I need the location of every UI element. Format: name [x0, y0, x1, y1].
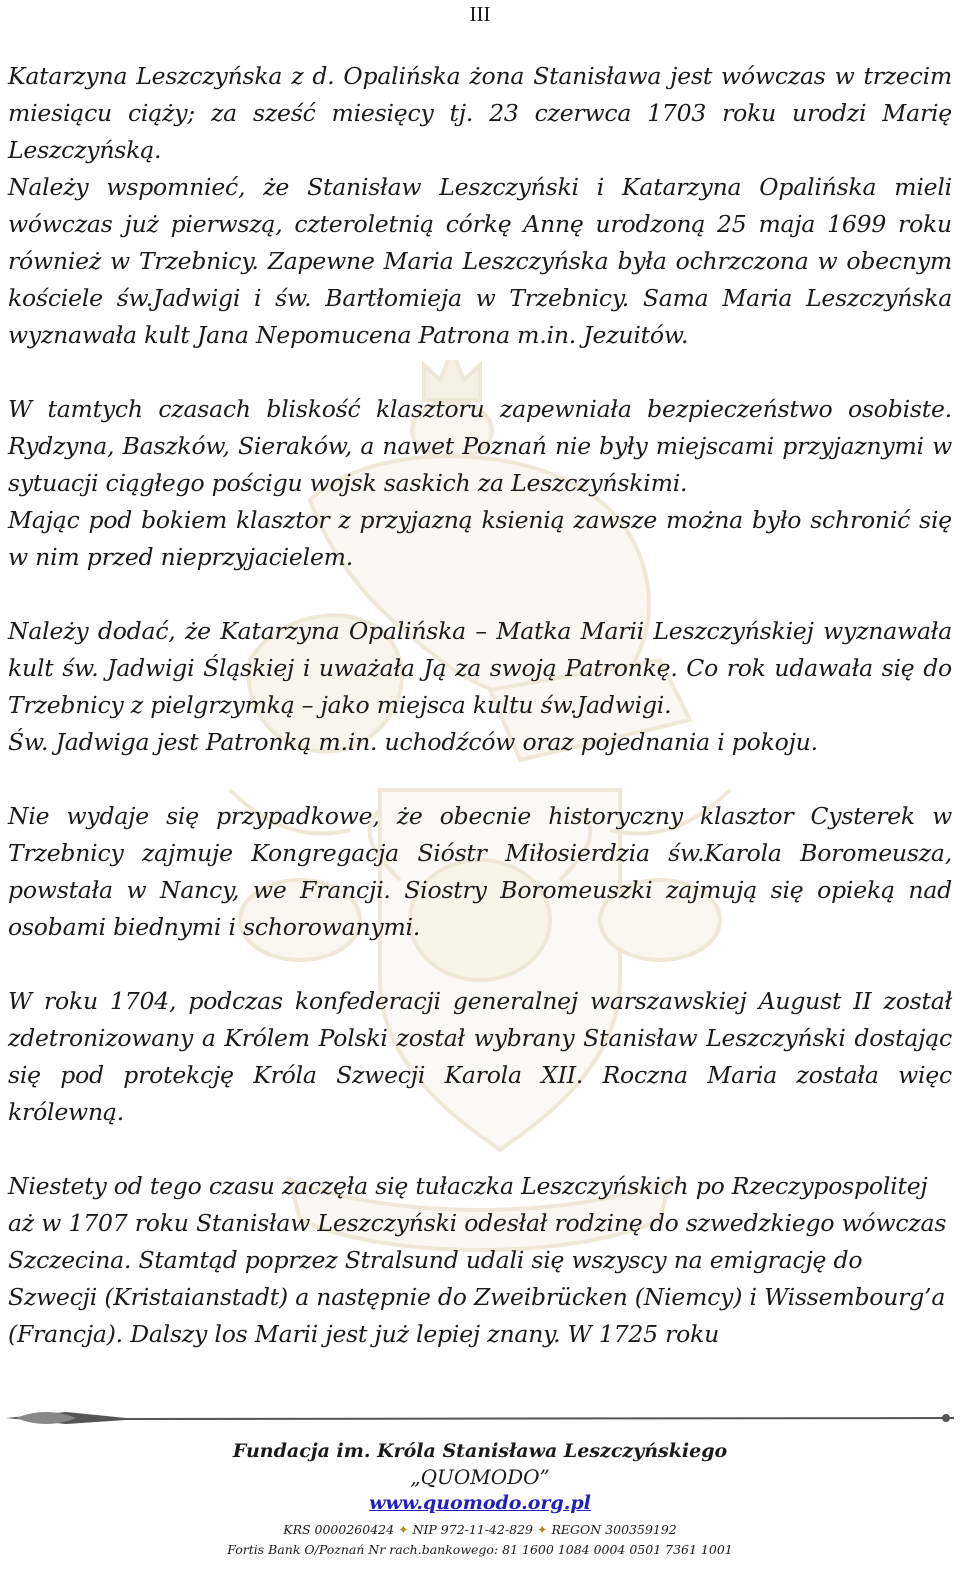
krs-number: KRS 0000260424: [283, 1522, 395, 1537]
decorative-divider: [6, 1408, 954, 1428]
registration-info: [0, 1520, 960, 1540]
paragraph: Katarzyna Leszczyńska z d. Opalińska żona Stanisława jest wówczas w trzecim miesiącu ciąży; za sześć miesięcy tj. 23 czerwca 1703 roku urodzi Marię Leszczyńską.: [8, 62, 952, 164]
foundation-name: „QUOMODO”: [410, 1465, 550, 1489]
nip-number: NIP 972-11-42-829: [412, 1522, 534, 1537]
paragraph: Nie wydaje się przypadkowe, że obecnie historyczny klasztor Cysterek w Trzebnicy zajmuje Kongregacja Sióstr Miłosierdzia św.Karola Boromeusza, powstała w Nancy, we Francji. Siostry Boromeuszki zajmują się opieką nad osobami biednymi i schorowanymi.: [8, 802, 952, 941]
paragraph: Niestety od tego czasu zaczęła się tułaczka Leszczyńskich po Rzeczypospolitej aż w 1707 roku Stanisław Leszczyński odesłał rodzinę do szwedzkiego wówczas Szczecina. Stamtąd poprzez Stralsund udali się wszyscy na emigrację do Szwecji (Kristaianstadt) a następnie do Zweibrücken (Niemcy) i Wissembourg’a (Francja). Dalszy los Marii jest już lepiej znany. W 1725 roku: [8, 1172, 947, 1348]
paragraph: W tamtych czasach bliskość klasztoru zapewniała bezpieczeństwo osobiste. Rydzyna, Baszków, Sieraków, a nawet Poznań nie były miejscami przyjaznymi w sytuacji ciągłego pościgu wojsk saskich za Leszczyńskimi.: [8, 395, 952, 497]
paragraph: W roku 1704, podczas konfederacji generalnej warszawskiej August II został zdetronizowany a Królem Polski został wybrany Stanisław Leszczyński dostając się pod protekcję Króla Szwecji Karola XII. Roczna Maria została więc królewną.: [8, 987, 952, 1126]
website-link[interactable]: www.quomodo.org.pl: [369, 1492, 591, 1514]
paragraph: Należy wspomnieć, że Stanisław Leszczyński i Katarzyna Opalińska mieli wówczas już pierwszą, czteroletnią córkę Annę urodzoną 25 maja 1699 roku również w Trzebnicy. Zapewne Maria Leszczyńska była ochrzczona w obecnym kościele św.Jadwigi i św. Bartłomieja w Trzebnicy. Sama Maria Leszczyńska wyznawała kult Jana Nepomucena Patrona m.in. Jezuitów.: [8, 173, 952, 349]
star-icon: ✦: [398, 1522, 409, 1537]
regon-number: REGON 300359192: [551, 1522, 677, 1537]
paragraph: Należy dodać, że Katarzyna Opalińska – Matka Marii Leszczyńskiej wyznawała kult św. Jadwigi Śląskiej i uważała Ją za swoją Patronkę. Co rok udawała się do Trzebnicy z pielgrzymką – jako miejsca kultu św.Jadwigi.: [8, 617, 952, 719]
paragraph: Mając pod bokiem klasztor z przyjazną ksienią zawsze można było schronić się w nim przed nieprzyjacielem.: [8, 506, 952, 571]
star-icon: ✦: [537, 1522, 548, 1537]
footer: [0, 1438, 960, 1560]
document-body: [8, 58, 952, 1390]
paragraph: Św. Jadwiga jest Patronką m.in. uchodźców oraz pojednania i pokoju.: [8, 728, 818, 756]
bank-account: Fortis Bank O/Poznań Nr rach.bankowego: 81 1600 1084 0004 0501 7361 1001: [227, 1542, 733, 1557]
page-number: III: [469, 2, 491, 26]
foundation-title: Fundacja im. Króla Stanisława Leszczyńskiego: [232, 1440, 728, 1462]
